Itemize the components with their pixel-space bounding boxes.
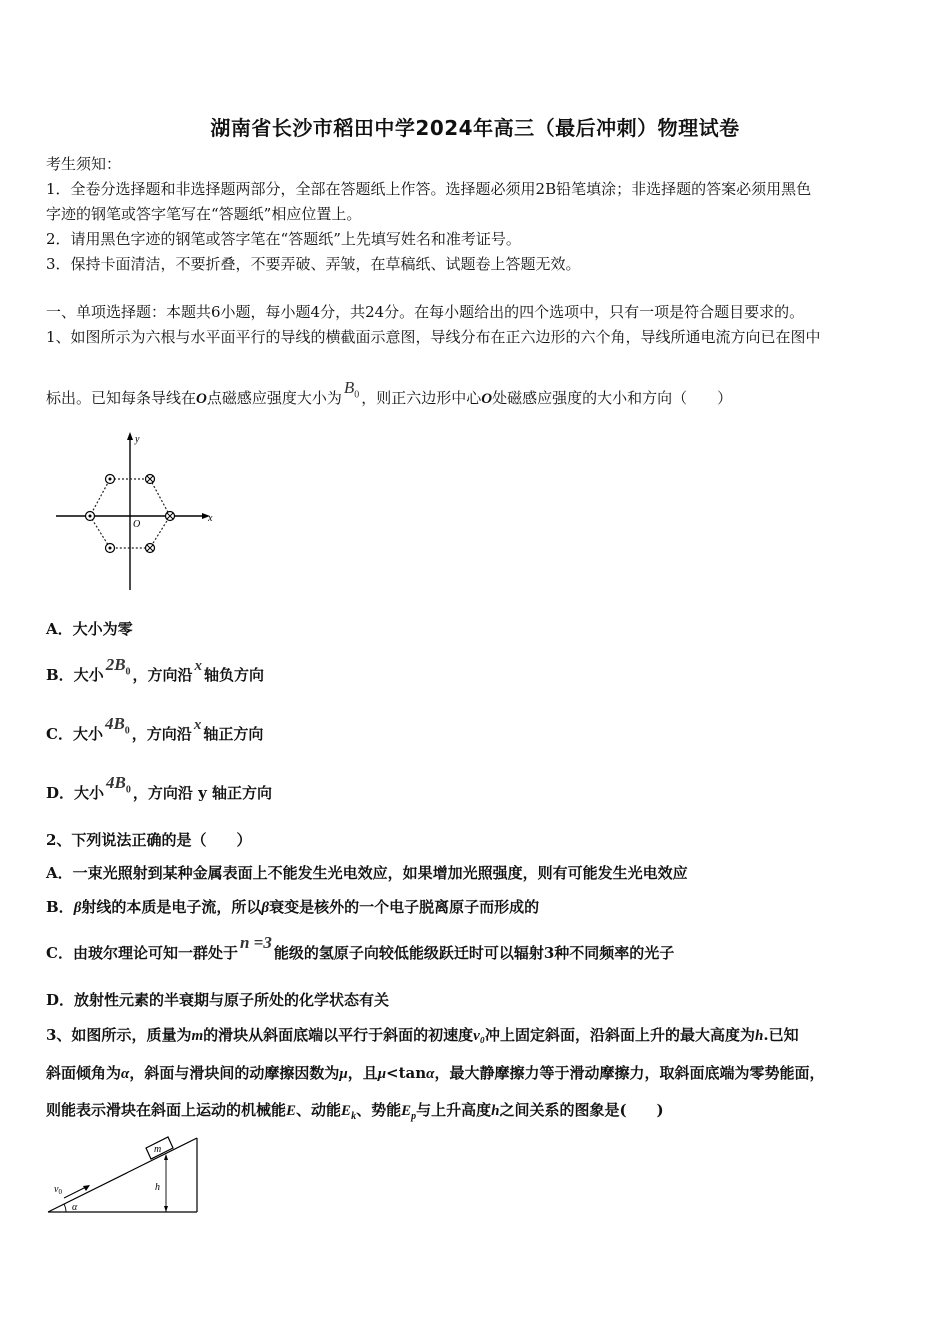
q1-option-c: C．大小$4B_0$ ，方向沿 x 轴正方向 <box>46 714 264 743</box>
wire-dot <box>106 544 115 553</box>
q2-option-d: D．放射性元素的半衰期与原子所处的化学状态有关 <box>46 991 390 1009</box>
q2-option-a: A．一束光照射到某种金属表面上不能发生光电效应，如果增加光照强度，则有可能发生光电效应 <box>46 864 688 882</box>
wire-cross <box>146 544 155 553</box>
x-axis-label: x <box>208 513 213 524</box>
height-label: h <box>155 1182 160 1193</box>
q3-stem-line-3: 则能表示滑块在斜面上运动的机械能E、动能$E_k$、势能$E_p$与上升高度h之间关系的图象是( ) <box>46 1101 664 1122</box>
q1-option-d: D．大小$4B_0$ ，方向沿 y 轴正方向 <box>46 773 273 802</box>
angle-label: α <box>72 1202 78 1213</box>
q3-stem-line-2: 斜面倾角为α，斜面与滑块间的动摩擦因数为μ，且μ<tanα，最大静摩擦力等于滑动摩擦力，取斜面底端为零势能面， <box>46 1064 825 1082</box>
q2-stem: 2、下列说法正确的是（ ） <box>46 831 252 849</box>
notice-line-3: 2．请用黑色字迹的钢笔或答字笔在“答题纸”上先填写姓名和准考证号。 <box>46 230 521 248</box>
q2-option-c: C．由玻尔理论可知一群处于n =3能级的氢原子向较低能级跃迁时可以辐射3种不同频率的光子 <box>46 933 675 962</box>
page-title: 湖南省长沙市稻田中学2024年高三（最后冲刺）物理试卷 <box>210 116 740 140</box>
b0-formula: $B_0$ <box>343 378 360 401</box>
y-axis-label: y <box>135 434 140 445</box>
mass-label: m <box>154 1144 162 1155</box>
notice-line-4: 3．保持卡面清洁，不要折叠，不要弄破、弄皱，在草稿纸、试题卷上答题无效。 <box>46 255 581 273</box>
hexagon-wires-figure <box>50 430 230 595</box>
wire-cross <box>166 512 175 521</box>
q2-option-b: B．β射线的本质是电子流，所以β衰变是核外的一个电子脱离原子而形成的 <box>46 898 540 916</box>
notice-heading: 考生须知： <box>46 155 122 173</box>
q1-option-b: B．大小$2B_0$ ，方向沿 x 轴负方向 <box>46 655 265 684</box>
velocity-label: $v_0$ <box>54 1184 62 1196</box>
notice-line-2: 字迹的钢笔或答字笔写在“答题纸”相应位置上。 <box>46 205 362 223</box>
q1-option-a: A．大小为零 <box>46 620 133 638</box>
q1-stem-line-2: 标出。已知每条导线在O点磁感应强度大小为$B_0$ ，则正六边形中心O处磁感应强度的大小和方向（ ） <box>46 378 733 407</box>
q3-stem-line-1: 3、如图所示，质量为m的滑块从斜面底端以平行于斜面的初速度v₀冲上固定斜面，沿斜面上升的最大高度为h.已知 <box>46 1026 799 1044</box>
notice-line-1: 1．全卷分选择题和非选择题两部分，全部在答题纸上作答。选择题必须用2B铅笔填涂；非选择题的答案必须用黑色 <box>46 180 812 198</box>
section-heading: 一、单项选择题：本题共6小题，每小题4分，共24分。在每小题给出的四个选项中，只有一项是符合题目要求的。 <box>46 303 805 321</box>
incline-figure <box>42 1130 212 1220</box>
origin-label: O <box>133 519 141 530</box>
q1-stem-line-1: 1、如图所示为六根与水平面平行的导线的横截面示意图，导线分布在正六边形的六个角，导线所通电流方向已在图中 <box>46 328 821 346</box>
wire-cross <box>146 475 155 484</box>
wire-dot <box>86 512 95 521</box>
wire-dot <box>106 475 115 484</box>
